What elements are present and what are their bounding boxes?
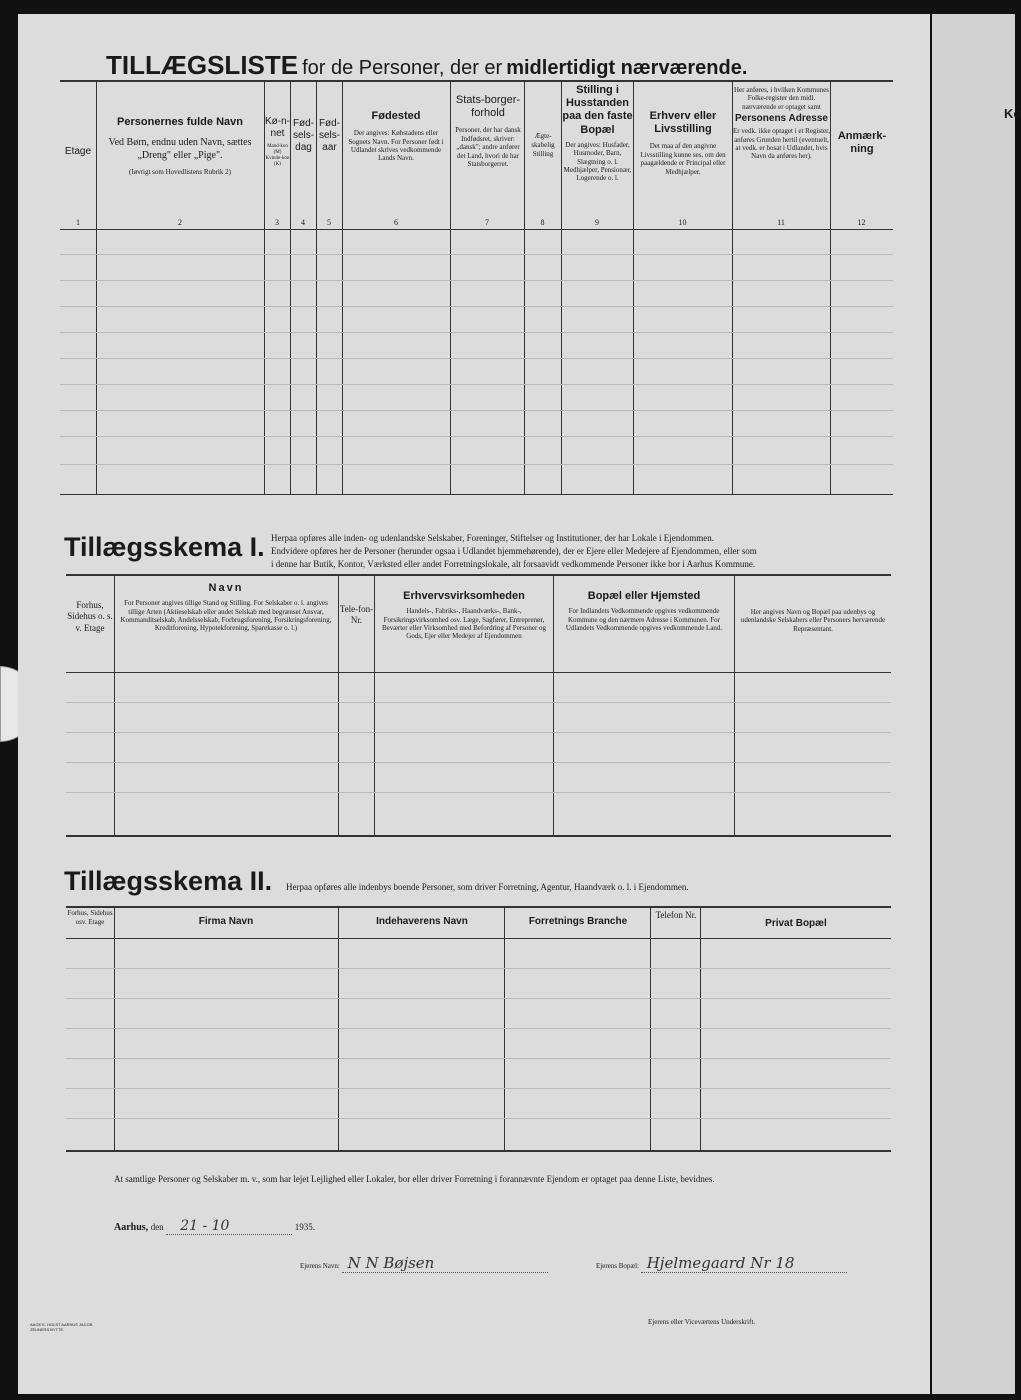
owner-address-label: Ejerens Bopæl: bbox=[596, 1262, 639, 1270]
adjacent-page bbox=[932, 14, 1021, 1394]
signature-label: Ejerens eller Viceværtens Underskrift. bbox=[648, 1318, 756, 1326]
col-gender-desc: Mand-kon (M) Kvinde-kon (K) bbox=[265, 144, 290, 167]
skema1-col-erhverv-head: Erhvervsvirksomheden bbox=[403, 590, 525, 602]
skema1-col-navn bbox=[116, 582, 336, 633]
col-num-3: 3 bbox=[275, 218, 279, 227]
col-occupation-desc: Det maa af den angivne Livsstilling kunne ses, om den paagældende er Principal eller Medhjælper. bbox=[640, 142, 726, 176]
skema2-col-firma: Firma Navn bbox=[198, 916, 254, 927]
col-remarks-head: Anmærk-ning bbox=[837, 130, 887, 156]
skema1-col-bopael-head: Bopæl eller Hjemsted bbox=[587, 590, 701, 602]
col-num-12: 12 bbox=[857, 218, 866, 227]
footer-statement: At samtlige Personer og Selskaber m. v., som har lejet Lejlighed eller Lokaler, bor eller driver Forretning i forannævnte Ejendom er optaget paa denne Liste, bevidnes. bbox=[114, 1174, 715, 1184]
col-occupation bbox=[634, 110, 732, 176]
skema1-col-erhverv bbox=[376, 590, 552, 641]
col-birthplace bbox=[344, 110, 448, 163]
skema1-col-telefon: Tele-fon-Nr. bbox=[339, 604, 374, 626]
skema1-intro-1: Herpaa opføres alle inden- og udenlandske Selskaber, Foreninger, Stiftelser og Institutioner, der har Lokale i Ejendommen. bbox=[271, 533, 715, 543]
col-name-head: Personernes fulde Navn bbox=[117, 116, 243, 128]
col-num-11: 11 bbox=[777, 218, 785, 227]
owner-address-handwritten: Hjelmegaard Nr 18 bbox=[641, 1254, 847, 1273]
col-occupation-head: Erhverv eller Livsstilling bbox=[649, 110, 717, 136]
footer-city: Aarhus, bbox=[114, 1222, 149, 1233]
col-gender bbox=[265, 116, 290, 168]
printer-mark: AAGE E. HOLST AARHUS JACOB ZEUNERS BYTTE bbox=[30, 1322, 93, 1333]
col-num-10: 10 bbox=[678, 218, 687, 227]
col-num-6: 6 bbox=[394, 218, 398, 227]
col-household bbox=[562, 84, 633, 183]
skema1-intro-3: i denne har Butik, Kontor, Værksted eller andet Forretningslokale, alt forsaavidt vedkommende Personer ikke bor i Aarhus Kommune. bbox=[271, 559, 756, 570]
adjacent-page-text: Ko bbox=[1004, 106, 1021, 121]
footer-date-line bbox=[114, 1218, 315, 1235]
skema1-col-bopael-desc: For Indlandets Vedkommende opgives vedkommende Kommune og den nærmere Adresse i Kommunen. For Udlandets Vedkommende opgives vedkommende Land. bbox=[565, 607, 723, 632]
col-num-4: 4 bbox=[301, 218, 305, 227]
col-birthday-head: Fød-sels-dag bbox=[292, 118, 315, 153]
owner-name-line bbox=[300, 1254, 548, 1273]
skema1-intro-2: Endvidere opføres her de Personer (herunder ogsaa i Udlandet hjemmehørende), der er Ejere eller Medejere af Ejendommen, eller som bbox=[271, 546, 757, 557]
col-name-note: (Iøvrigt som Hovedlistens Rubrik 2) bbox=[129, 168, 231, 177]
col-num-1: 1 bbox=[76, 218, 80, 227]
skema2-title: Tillægsskema II. bbox=[64, 866, 273, 896]
skema1-col-navn-head: Navn bbox=[208, 582, 244, 594]
col-name-desc: Ved Børn, endnu uden Navn, sættes „Dreng" eller „Pige". bbox=[108, 137, 252, 161]
skema2-col-branche: Forretnings Branche bbox=[528, 916, 628, 927]
col-num-8: 8 bbox=[540, 218, 545, 227]
owner-address-line bbox=[596, 1254, 847, 1273]
col-marital-head: Ægte-skabelig Stilling bbox=[531, 132, 555, 158]
skema2-intro: Herpaa opføres alle indenbys boende Personer, som driver Forretning, Agentur, Haandværk o. l. i Ejendommen. bbox=[286, 882, 689, 892]
footer-den: den bbox=[150, 1222, 164, 1232]
skema2-col-indehaver: Indehaverens Navn bbox=[376, 916, 468, 927]
col-name bbox=[98, 116, 262, 177]
skema1-col-repr: Her angives Navn og Bopæl paa udenbys og udenlandske Selskabers eller Personers herværende Repræsentant. bbox=[740, 608, 886, 633]
col-birthplace-desc: Der angives: Købstadens eller Sognets Navn. For Personer født i Udlandet skrives vedkommende Lands Navn. bbox=[348, 129, 444, 163]
skema1-col-navn-desc: For Personer angives tillige Stand og Stilling. For Selskaber o. l. angives tillige Arten (Aktieselskab eller andet Selskab med begrænset Ansvar, Kommanditselskab, Andelsselskab, Forbrugsforening, Forsikringsforening, Kreditforening, Hypotekforening, Sparekasse o. l.) bbox=[120, 599, 332, 633]
owner-name-label: Ejerens Navn: bbox=[300, 1262, 340, 1270]
col-num-9: 9 bbox=[595, 218, 599, 227]
form-page bbox=[18, 14, 930, 1394]
skema1-intro bbox=[271, 532, 901, 571]
skema1-col-etage: Forhus, Sidehus o. s. v. Etage bbox=[67, 600, 113, 633]
col-etage-head: Etage bbox=[64, 146, 92, 157]
title-rest: for de Personer, der er bbox=[302, 57, 503, 79]
skema2-col-etage: Forhus, Sidehus osv. Etage bbox=[67, 909, 113, 926]
col-num-2: 2 bbox=[178, 218, 182, 227]
col-birthyear-head: Fød-sels-aar bbox=[318, 118, 341, 153]
page-title bbox=[106, 50, 926, 81]
col-citizenship bbox=[452, 94, 524, 168]
col-citizenship-head: Stats-borger-forhold bbox=[455, 94, 521, 120]
col-household-head: Stilling i Husstanden paa den faste Bopæl bbox=[562, 84, 633, 136]
col-birthplace-head: Fødested bbox=[371, 110, 421, 122]
col-num-7: 7 bbox=[485, 218, 489, 227]
col-address bbox=[733, 86, 830, 161]
skema1-col-bopael bbox=[555, 590, 733, 632]
col-household-desc: Der angives: Husfader, Husmoder, Barn, Slægtning o. l. Medhjælper, Pensionær, Logerende o. l. bbox=[563, 140, 632, 183]
footer-year: 1935. bbox=[294, 1222, 315, 1232]
title-main: TILLÆGSLISTE bbox=[106, 50, 299, 80]
col-citizenship-desc: Personer, der har dansk Indfødsret, skriver: „dansk"; andre anfører det Land, hvori de har Statsborgerret. bbox=[455, 126, 521, 168]
col-address-pre: Her anføres, i hvilken Kommunes Folke-register den midl. nærværende er optaget samt bbox=[733, 86, 830, 111]
skema1-col-erhverv-desc: Handels-, Fabriks-, Haandværks-, Bank-, Forsikringsvirksomhed osv. Læge, Sagfører, Entreprenør, Beværter eller Virksomhed med Befordring af Personer og Gods, Ejer eller Medejer af Ejendommen bbox=[381, 607, 547, 641]
footer-date-handwritten: 21 - 10 bbox=[166, 1218, 292, 1235]
skema1-title: Tillægsskema I. bbox=[64, 532, 265, 562]
col-address-head: Personens Adresse bbox=[734, 113, 828, 125]
owner-name-handwritten: N N Bøjsen bbox=[342, 1254, 548, 1273]
col-gender-head: Kø-n-net bbox=[265, 116, 290, 139]
title-bold: midlertidigt nærværende. bbox=[506, 57, 748, 79]
skema2-col-privat: Privat Bopæl bbox=[765, 918, 827, 929]
col-num-5: 5 bbox=[327, 218, 331, 227]
skema2-col-telefon: Telefon Nr. bbox=[655, 910, 697, 920]
col-address-desc: Er vedk. ikke optaget i et Register, anføres Grunden hertil (eventuelt, at vedk. er bosat i Udlandet, hvis Navn da anføres her). bbox=[733, 127, 830, 161]
